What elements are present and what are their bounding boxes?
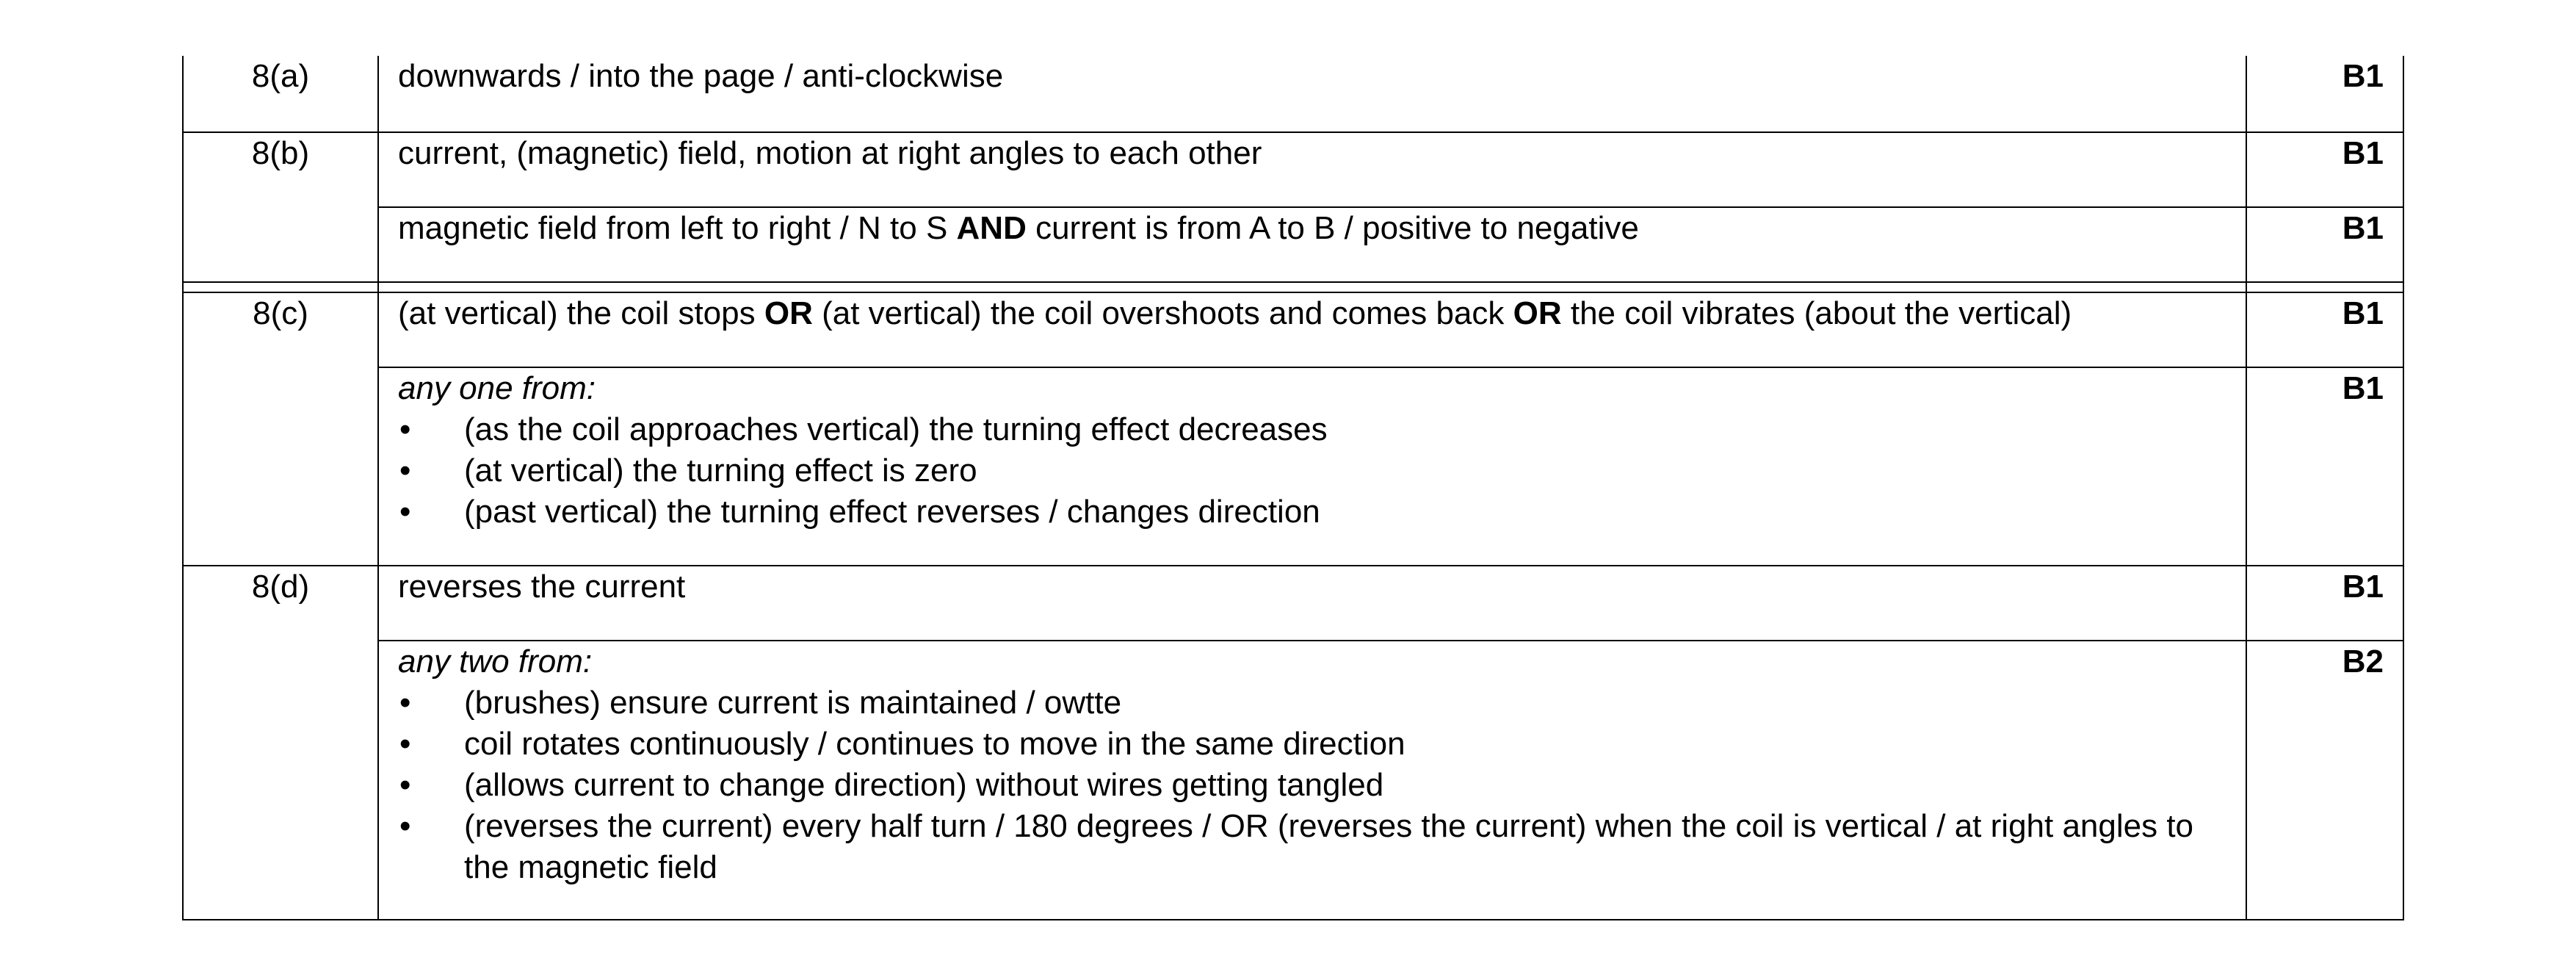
table-row-8c-2 — [183, 367, 2403, 566]
answer-text: (at vertical) the coil stops OR (at vertical) the coil overshoots and comes back OR the coil vibrates (about the vertical) — [378, 292, 2246, 367]
mark-badge: B1 — [2246, 367, 2403, 566]
mark-badge: B1 — [2246, 292, 2403, 367]
bullet-icon: • — [399, 808, 411, 844]
question-number: 8(a) — [183, 56, 378, 132]
table-row-8d-1 — [183, 566, 2403, 641]
keyword-or: OR — [1513, 295, 1562, 331]
keyword-and: AND — [956, 210, 1027, 246]
list-item: • (at vertical) the turning effect is zero — [398, 450, 2226, 491]
bullet-icon: • — [399, 494, 411, 530]
question-number-empty — [183, 207, 378, 282]
mark-badge: B1 — [2246, 207, 2403, 282]
bullet-icon: • — [399, 453, 411, 489]
table-row-8a — [183, 56, 2403, 132]
mark-scheme-table — [182, 56, 2404, 920]
table-separator — [183, 282, 2403, 292]
bullet-icon: • — [399, 767, 411, 803]
bullet-icon: • — [399, 726, 411, 762]
answer-text: current, (magnetic) field, motion at right angles to each other — [378, 132, 2246, 207]
table-row-8c-1 — [183, 292, 2403, 367]
answer-text: reverses the current — [378, 566, 2246, 641]
question-number: 8(b) — [183, 132, 378, 207]
answer-text: downwards / into the page / anti-clockwise — [378, 56, 2246, 132]
list-item: • (past vertical) the turning effect reverses / changes direction — [398, 491, 2226, 533]
list-item: • (allows current to change direction) without wires getting tangled — [398, 765, 2226, 806]
table-row-8d-2 — [183, 641, 2403, 920]
answer-text: magnetic field from left to right / N to S AND current is from A to B / positive to negative — [378, 207, 2246, 282]
list-item: • (as the coil approaches vertical) the turning effect decreases — [398, 409, 2226, 450]
table-row-8b-1 — [183, 132, 2403, 207]
answer-list — [378, 367, 2246, 566]
list-lead: any two from: — [398, 644, 593, 680]
bullet-list — [398, 409, 2226, 533]
list-item: • (brushes) ensure current is maintained / owtte — [398, 682, 2226, 724]
question-number-empty — [183, 367, 378, 566]
bullet-list — [398, 682, 2226, 888]
bullet-icon: • — [399, 411, 411, 447]
list-lead: any one from: — [398, 370, 596, 406]
answer-list — [378, 641, 2246, 920]
keyword-or: OR — [764, 295, 813, 331]
list-item: • coil rotates continuously / continues to move in the same direction — [398, 724, 2226, 765]
question-number: 8(c) — [183, 292, 378, 367]
question-number: 8(d) — [183, 566, 378, 641]
question-number-empty — [183, 641, 378, 920]
list-item: • (reverses the current) every half turn / 180 degrees / OR (reverses the current) when the coil is vertical / at right angles to the magnetic field — [398, 806, 2226, 888]
table-row-8b-2 — [183, 207, 2403, 282]
mark-badge: B1 — [2246, 56, 2403, 132]
mark-badge: B2 — [2246, 641, 2403, 920]
bullet-icon: • — [399, 685, 411, 721]
mark-badge: B1 — [2246, 566, 2403, 641]
mark-badge: B1 — [2246, 132, 2403, 207]
